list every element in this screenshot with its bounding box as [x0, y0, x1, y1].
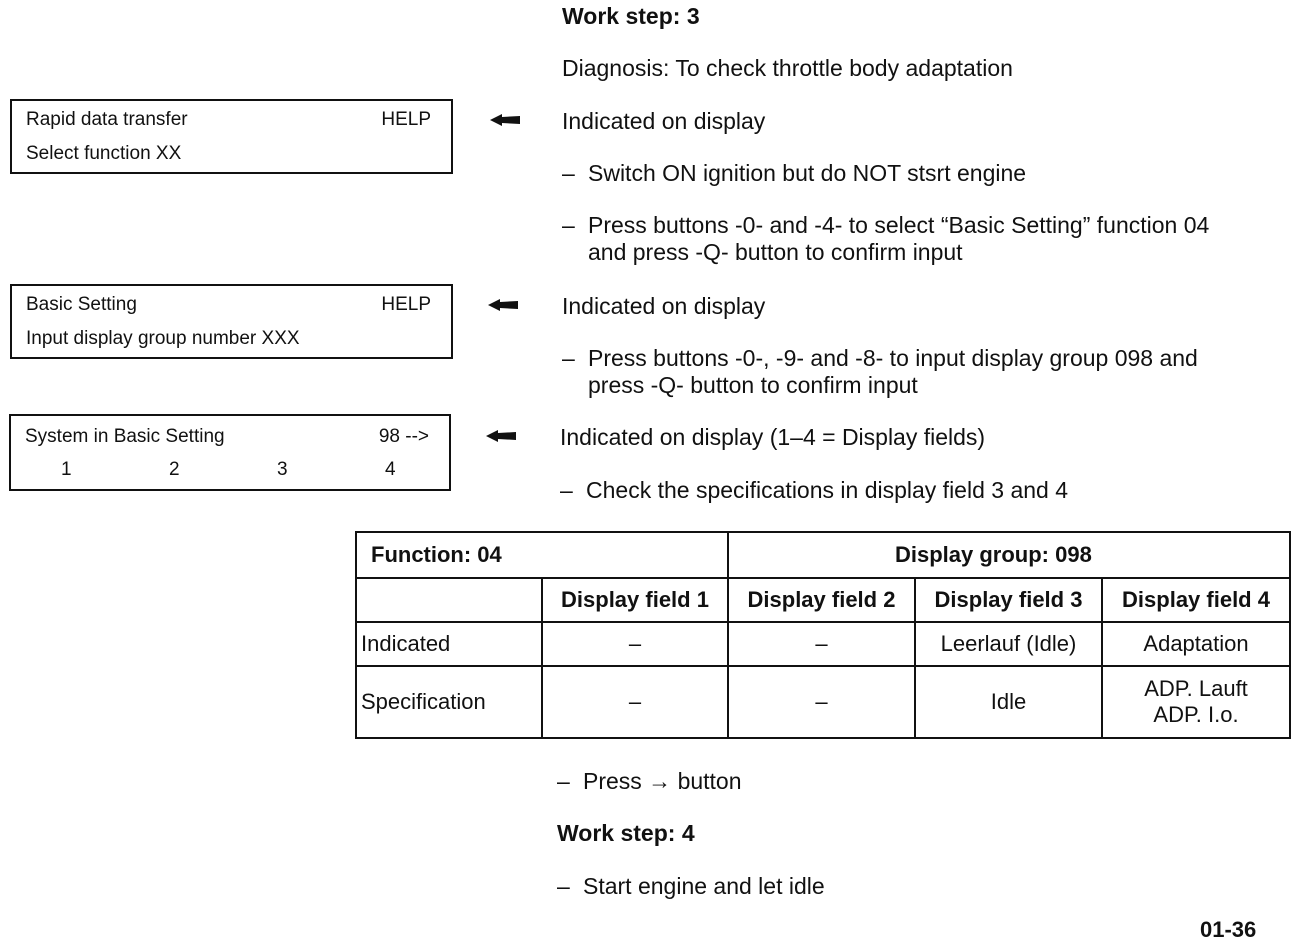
display2-line2: Input display group number XXX — [26, 328, 300, 349]
table-header-row — [356, 532, 1290, 578]
table-row — [356, 622, 1290, 666]
step-text — [588, 345, 1198, 399]
indicated-on-display-1: Indicated on display — [562, 108, 766, 134]
display1-line2: Select function XX — [26, 143, 182, 164]
indicated-on-display-2: Indicated on display — [562, 293, 766, 319]
table-function-label: Function: 04 — [356, 532, 728, 578]
dash-bullet: – — [560, 477, 573, 503]
column-header-field-1: Display field 1 — [542, 578, 728, 622]
column-header-empty — [356, 578, 542, 622]
cell-field-3: Idle — [915, 666, 1102, 738]
step-text: Start engine and let idle — [583, 873, 825, 899]
table-display-group-label: Display group: 098 — [728, 532, 1290, 578]
column-header-field-3: Display field 3 — [915, 578, 1102, 622]
row-label: Specification — [356, 666, 542, 738]
table-row — [356, 666, 1290, 738]
diagnosis-text: Diagnosis: To check throttle body adaptation — [562, 55, 1013, 81]
pointer-left-icon — [486, 428, 516, 444]
cell-field-4: Adaptation — [1102, 622, 1290, 666]
cell-field-4 — [1102, 666, 1290, 738]
display-box-rapid-data — [10, 99, 453, 174]
step4-heading: Work step: 4 — [557, 820, 695, 846]
cell-field-4-line-2: ADP. I.o. — [1153, 702, 1239, 727]
step-text — [588, 212, 1209, 266]
cell-field-1: – — [542, 622, 728, 666]
step-text-line-2: press -Q- button to confirm input — [588, 372, 918, 398]
display3-line1-left: System in Basic Setting — [25, 426, 225, 447]
dash-bullet: – — [562, 212, 575, 238]
step-text: Check the specifications in display field 3 and 4 — [586, 477, 1069, 503]
step-check-specifications — [560, 477, 1068, 504]
pointer-left-icon — [488, 297, 518, 313]
dash-bullet: – — [557, 768, 570, 794]
step-start-engine — [557, 873, 825, 900]
step-text: Press → button — [583, 768, 742, 794]
display3-field-1: 1 — [61, 459, 72, 480]
step-press-arrow-button — [557, 768, 742, 795]
indicated-on-display-3: Indicated on display (1–4 = Display fields) — [560, 424, 986, 450]
cell-field-2: – — [728, 666, 915, 738]
cell-field-3: Leerlauf (Idle) — [915, 622, 1102, 666]
pointer-left-icon — [490, 112, 520, 128]
cell-field-1: – — [542, 666, 728, 738]
cell-field-2: – — [728, 622, 915, 666]
page-number: 01-36 — [1200, 917, 1257, 942]
display-box-basic-setting — [10, 284, 453, 359]
display3-field-4: 4 — [385, 459, 396, 480]
step-switch-on-ignition — [562, 160, 1026, 187]
step-text-line-1: Press buttons -0- and -4- to select “Basic Setting” function 04 — [588, 212, 1210, 238]
display1-help: HELP — [381, 109, 431, 130]
display1-line1-left: Rapid data transfer — [26, 109, 188, 130]
display2-help: HELP — [381, 294, 431, 315]
display2-line1-left: Basic Setting — [26, 294, 137, 315]
step-input-display-group — [562, 345, 1198, 399]
dash-bullet: – — [562, 345, 575, 371]
dash-bullet: – — [562, 160, 575, 186]
step-text-line-2: and press -Q- button to confirm input — [588, 239, 963, 265]
step3-heading: Work step: 3 — [562, 3, 700, 29]
display-box-system-basic-setting — [9, 414, 451, 491]
column-header-field-4: Display field 4 — [1102, 578, 1290, 622]
column-header-field-2: Display field 2 — [728, 578, 915, 622]
step-select-basic-setting — [562, 212, 1209, 266]
display3-group-arrow: 98 --> — [378, 426, 429, 447]
step-text-line-1: Press buttons -0-, -9- and -8- to input display group 098 and — [588, 345, 1198, 371]
step-text: Switch ON ignition but do NOT stsrt engine — [588, 160, 1027, 186]
row-label: Indicated — [356, 622, 542, 666]
dash-bullet: – — [557, 873, 570, 899]
display3-field-2: 2 — [169, 459, 180, 480]
specification-table — [355, 531, 1291, 739]
table-column-header-row — [356, 578, 1290, 622]
cell-field-4-line-1: ADP. Lauft — [1144, 676, 1248, 701]
display3-field-3: 3 — [277, 459, 288, 480]
